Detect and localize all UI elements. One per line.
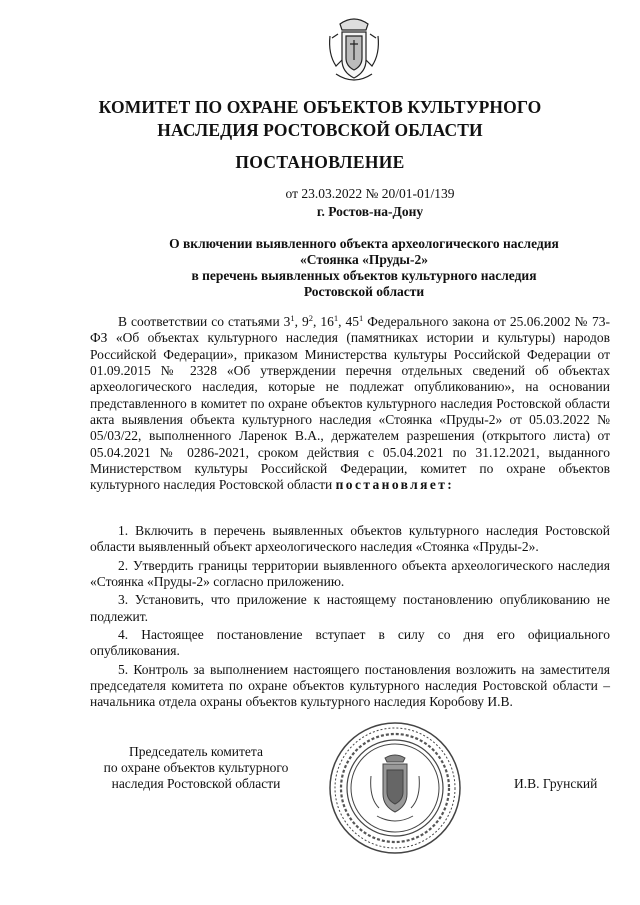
preamble-text: Федерального закона от 25.06.2002 № 73-ФЗ «Об объектах культурного наследия (памятниках истории и культуры) народов Российской Федерации», приказом Министерства культуры Российской Федерации от 01.09.2015 № 2328 «Об утверждении перечня отдельных сведений об объектах археологического наследия, которые не подлежат опубликованию», на основании представленного в комитет по охране объектов культурного наследия Ростовской области акта выявления объекта культурного наследия «Стоянка «Пруды-2» от 05.03.2022 № 05/03/22, выполненного Ларенок В.А., держателем разрешения (открытого листа) от 05.04.2021 № 0286-2021, сроком действия с 05.04.2021 по 31.12.2021, выданного Министерством культуры Российской Федерации, комитет по охране объектов культурного наследия Ростовской области [90, 314, 611, 493]
preamble-text: , 9 [294, 314, 309, 329]
resolution-item: 5. Контроль за выполнением настоящего постановления возложить на заместителя председателя комитета по охране объектов культурного наследия Ростовской области – начальника отдела охраны объектов культурного наследия Коробову И.В. [90, 661, 610, 710]
resolution-item: 2. Утвердить границы территории выявленного объекта археологического наследия «Стоянка «Пруды-2» согласно приложению. [90, 557, 610, 590]
official-seal-icon [327, 720, 463, 856]
resolution-item: 3. Установить, что приложение к настоящему постановлению опубликованию не подлежит. [90, 592, 610, 624]
resolution-item: 4. Настоящее постановление вступает в силу со дня его официального опубликования. [90, 627, 610, 659]
resolves-word: постановляет: [335, 477, 455, 493]
subject-line2: «Стоянка «Пруды-2» [300, 252, 428, 267]
org-name [0, 96, 640, 142]
superscript: 1 [290, 313, 295, 323]
signatory-name: И.В. Грунский [514, 776, 598, 791]
subject-line3: в перечень выявленных объектов культурного наследия [191, 268, 537, 283]
signatory-position [90, 744, 302, 792]
subject-line1: О включении выявленного объекта археологического наследия [169, 236, 559, 251]
position-line: Председатель комитета [129, 744, 263, 759]
superscript: 1 [333, 313, 339, 323]
doc-type: ПОСТАНОВЛЕНИЕ [235, 152, 405, 172]
resolution-item: 1. Включить в перечень выявленных объектов культурного наследия Ростовской области выявленный объект археологического наследия «Стоянка «Пруды-2». [90, 523, 610, 555]
preamble-text: , 16 [313, 314, 334, 329]
coat-of-arms-icon [326, 14, 382, 88]
org-name-line1: КОМИТЕТ ПО ОХРАНЕ ОБЪЕКТОВ КУЛЬТУРНОГО [98, 97, 542, 117]
superscript: 1 [359, 313, 364, 323]
preamble-text: , 45 [338, 314, 359, 329]
superscript: 2 [308, 313, 314, 323]
subject-line4: Ростовской области [303, 284, 425, 299]
resolution-items [90, 523, 610, 713]
doc-date-number: от 23.03.2022 № 20/01-01/139 [285, 186, 455, 201]
position-line: по охране объектов культурного [103, 760, 289, 775]
position-line: наследия Ростовской области [111, 776, 281, 791]
doc-city: г. Ростов-на-Дону [316, 204, 424, 219]
preamble-paragraph [90, 310, 610, 494]
preamble-text: В соответствии со статьями 3 [118, 314, 291, 329]
doc-subject [44, 236, 640, 300]
org-name-line2: НАСЛЕДИЯ РОСТОВСКОЙ ОБЛАСТИ [157, 120, 483, 140]
